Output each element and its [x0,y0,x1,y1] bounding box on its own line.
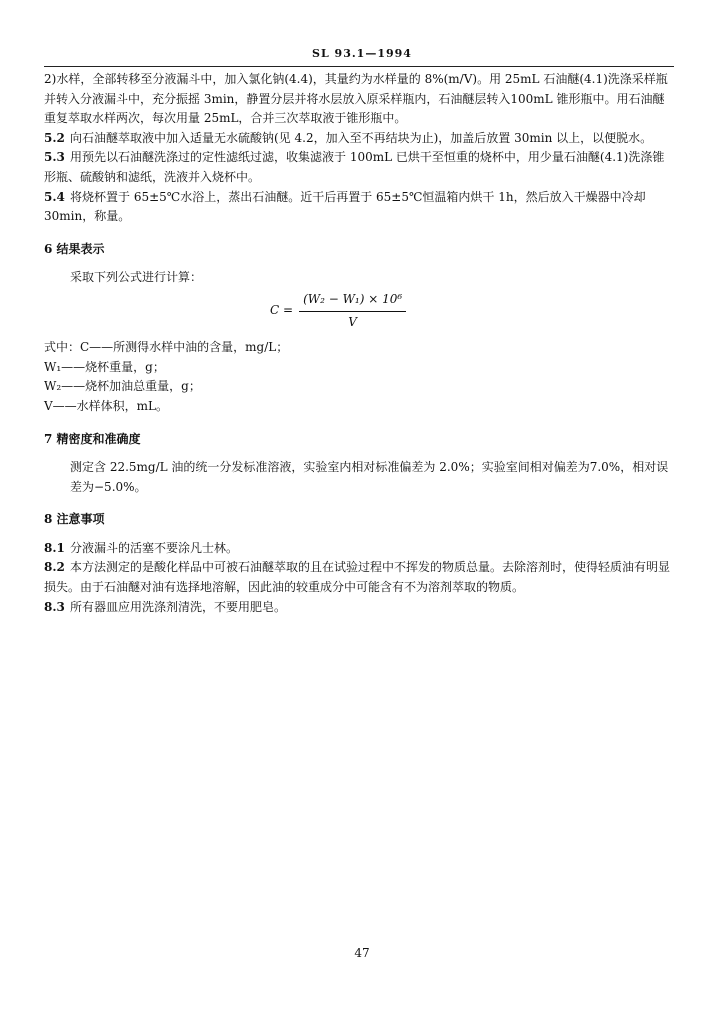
section-7-text: 测定含 22.5mg/L 油的统一分发标准溶液，实验室内相对标准偏差为 2.0%；实验室间相对偏差为7.0%，相对误差为−5.0%。 [70,460,669,494]
clause-text: 向石油醚萃取液中加入适量无水硫酸钠(见 4.2，加入至不再结块为止)，加盖后放置 30min 以上，以便脱水。 [70,130,653,145]
clause-text: 将烧杯置于 65±5℃水浴上，蒸出石油醚。近干后再置于 65±5℃恒温箱内烘干 1h，然后放入干燥器中冷却 30min，称量。 [44,189,646,224]
header-rule [44,66,674,67]
page-body [44,70,674,617]
document-code-header: SL 93.1—1994 [312,47,412,60]
clause-number: 8.1 [44,540,65,555]
clause-number: 5.4 [44,189,65,204]
formula-where: 式中：C——所测得水样中油的含量，mg/L； [44,340,289,355]
clause-number: 5.3 [44,150,65,165]
clause-text: 分液漏斗的活塞不要涂凡士林。 [70,540,239,555]
variable-v: V——水样体积，mL。 [44,398,169,413]
paragraph-continued: 2)水样，全部转移至分液漏斗中，加入氯化钠(4.4)，其量约为水样量的 8%(m/V)。用 25mL 石油醚(4.1)洗涤采样瓶并转入分液漏斗中，充分振摇 3min，静置分层并将水层放入原采样瓶内，石油醚层转入100mL 锥形瓶中。用石油醚重复萃取水样两次，每次用量 25mL，合并三次萃取液于锥形瓶中。 [44,72,668,126]
clause-text: 本方法测定的是酸化样品中可被石油醚萃取的且在试验过程中不挥发的物质总量。去除溶剂时，使得轻质油有明显损失。由于石油醚对油有选择地溶解，因此油的较重成分中可能含有不为溶剂萃取的物质。 [44,560,671,595]
clause-text: 用预先以石油醚洗涤过的定性滤纸过滤，收集滤液于 100mL 已烘干至恒重的烧杯中，用少量石油醚(4.1)洗涤锥形瓶、硫酸钠和滤纸，洗液并入烧杯中。 [44,150,665,184]
clause-5-4 [44,188,674,227]
formula-fraction [299,290,406,332]
section-7-title: 7 精密度和准确度 [44,431,141,446]
section-6-title: 6 结果表示 [44,241,105,256]
clause-8-1 [44,539,674,559]
clause-8-2 [44,558,674,597]
clause-number: 8.3 [44,599,65,614]
section-8-title: 8 注意事项 [44,512,105,527]
variable-w2: W₂——烧杯加油总重量，g； [44,379,201,394]
formula-lhs: C = [270,303,294,318]
clause-number: 8.2 [44,560,65,575]
variable-w1: W₁——烧杯重量，g； [44,359,165,374]
formula-denominator: V [348,314,357,329]
clause-text: 所有器皿应用洗涤剂清洗，不要用肥皂。 [70,599,287,614]
clause-5-2 [44,129,674,149]
clause-8-3 [44,598,674,618]
clause-5-3 [44,148,674,187]
formula-intro: 采取下列公式进行计算： [70,270,203,285]
clause-number: 5.2 [44,130,65,145]
result-formula [270,290,674,332]
formula-numerator: (W₂ − W₁) × 10⁶ [299,290,406,312]
page-number: 47 [354,946,370,960]
